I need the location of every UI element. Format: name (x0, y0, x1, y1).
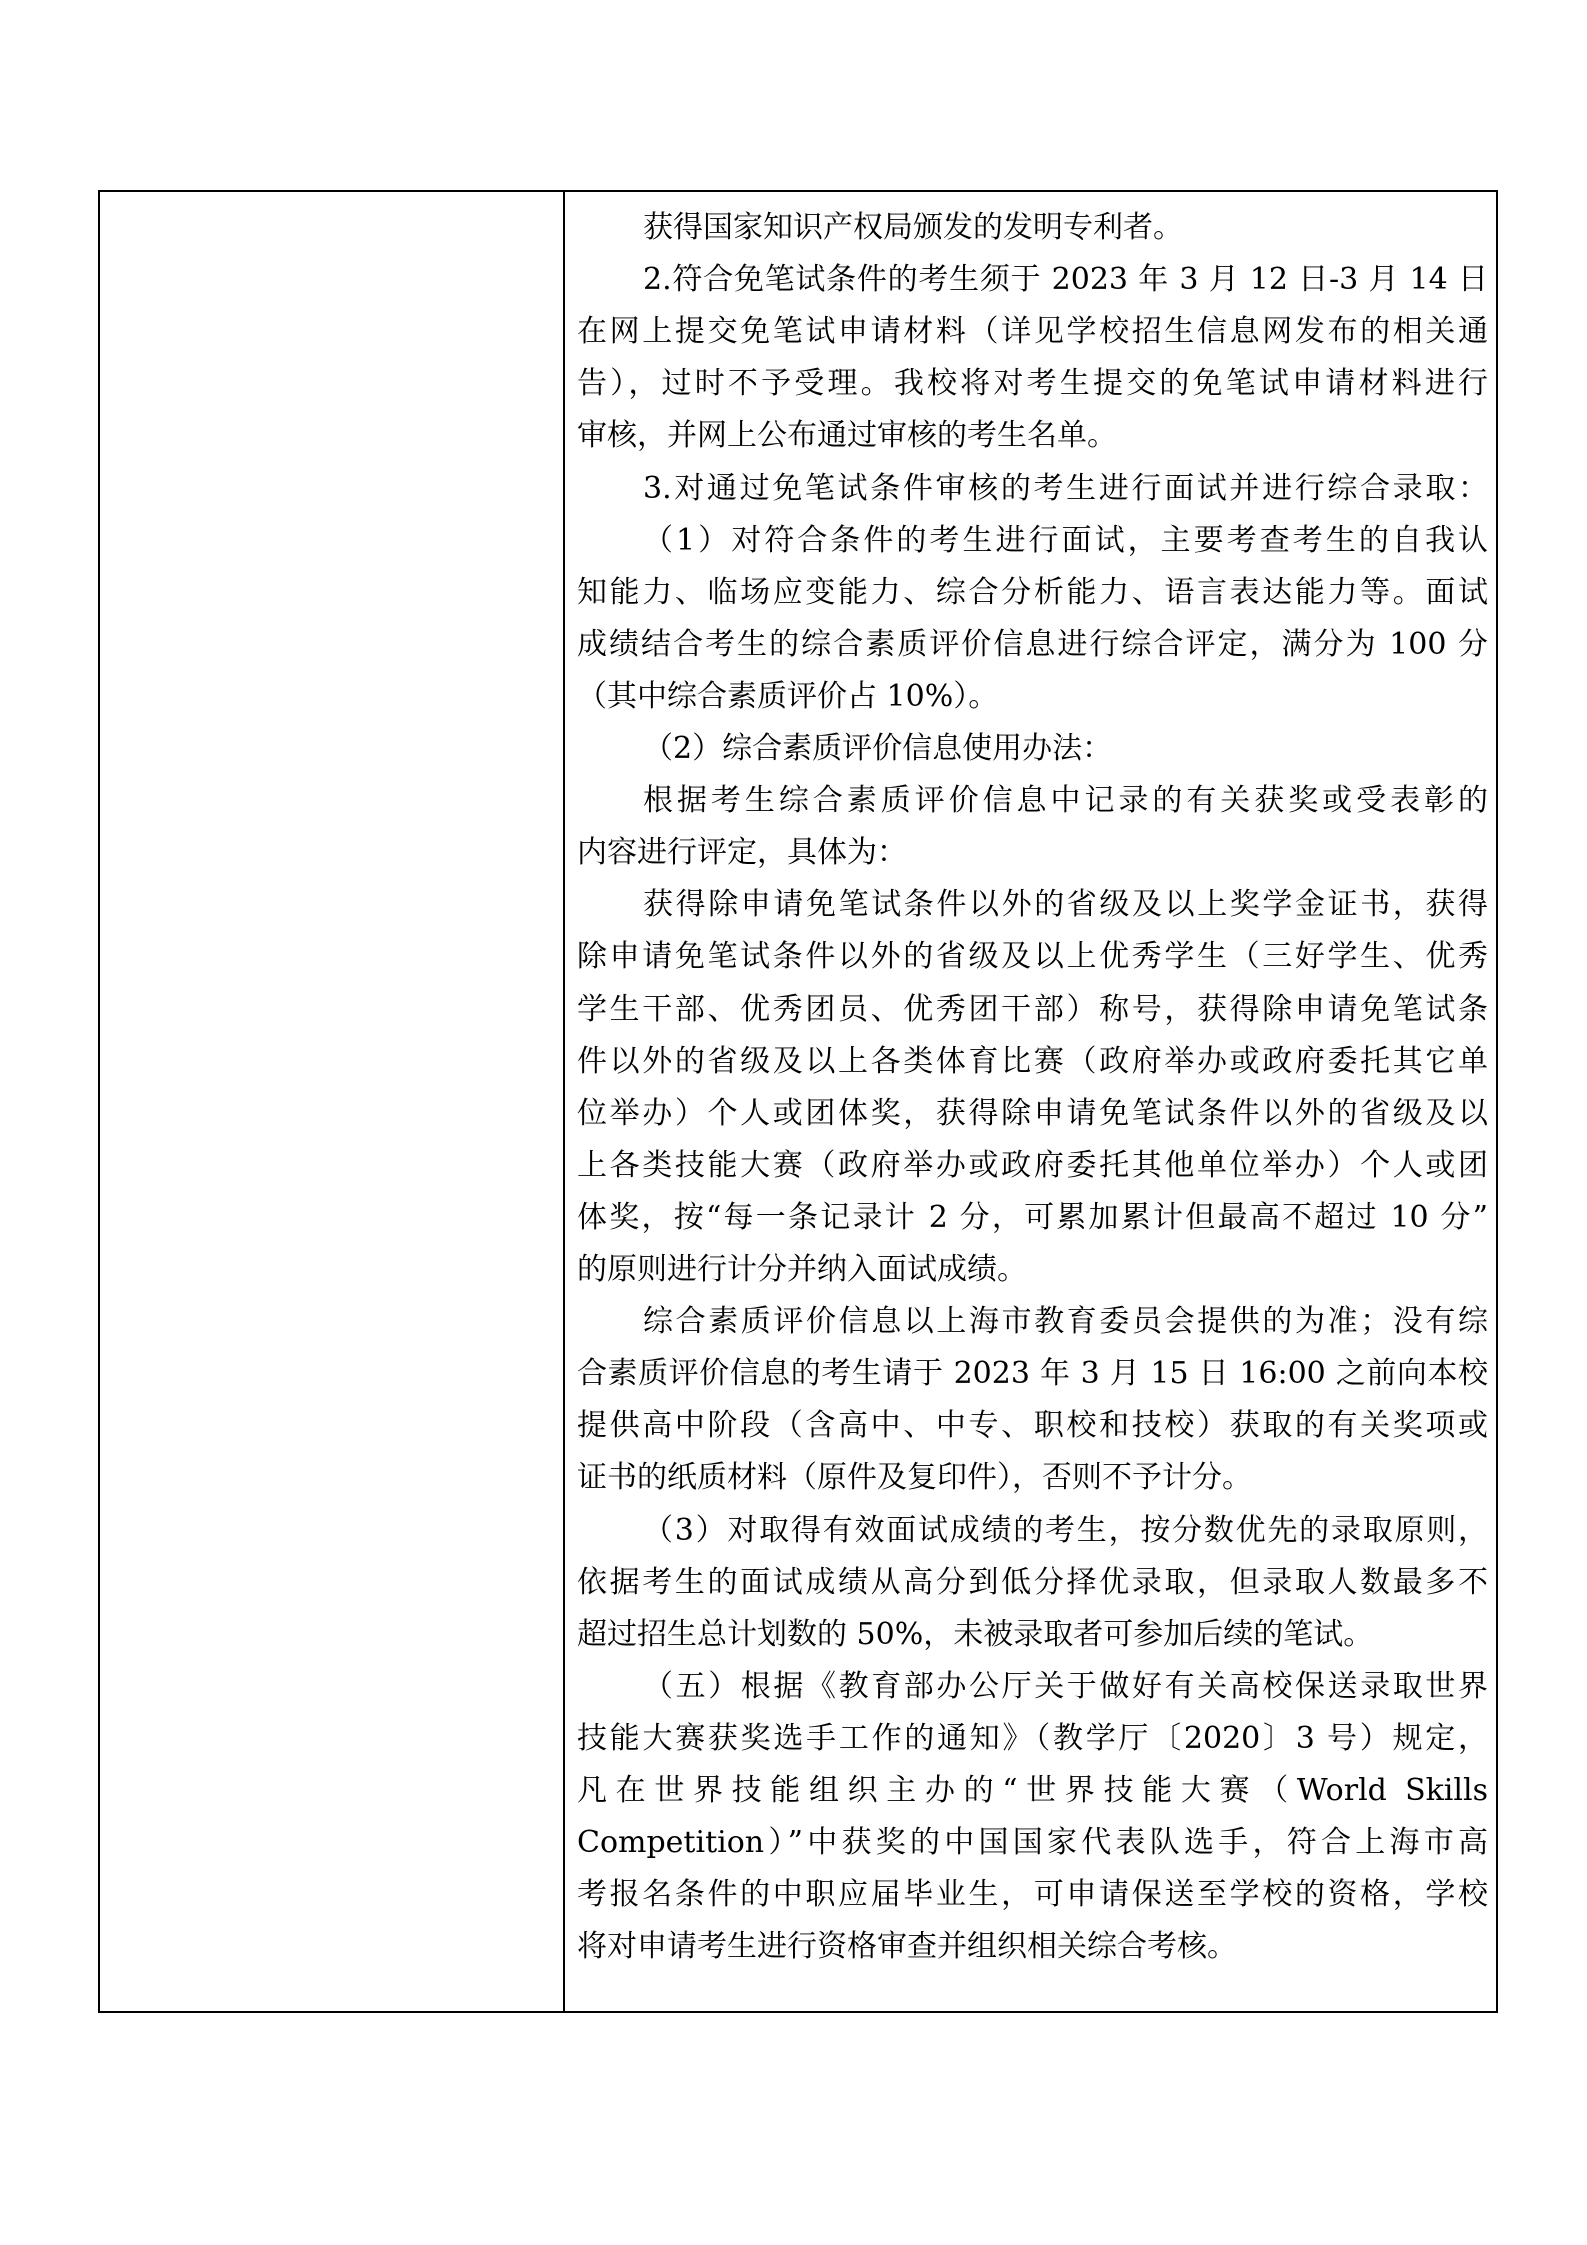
text-line: 体奖，按“每一条记录计 2 分，可累加累计但最高不超过 10 分” (577, 1199, 1488, 1235)
right-cell (565, 192, 1496, 2011)
text-line: 2.符合免笔试条件的考生须于 2023 年 3 月 12 日-3 月 14 日 (643, 262, 1488, 298)
text-line: 成绩结合考生的综合素质评价信息进行综合评定，满分为 100 分 (577, 626, 1488, 662)
text-line: 提供高中阶段（含高中、中专、职校和技校）获取的有关奖项或 (577, 1408, 1488, 1444)
text-line: 综合素质评价信息以上海市教育委员会提供的为准；没有综 (643, 1304, 1488, 1340)
text-line: 件以外的省级及以上各类体育比赛（政府举办或政府委托其它单 (577, 1043, 1488, 1079)
text-line: （1）对符合条件的考生进行面试，主要考查考生的自我认 (643, 522, 1488, 558)
text-line: 3.对通过免笔试条件审核的考生进行面试并进行综合录取： (643, 470, 1488, 506)
text-line: 获得国家知识产权局颁发的发明专利者。 (643, 210, 1183, 245)
text-line: 知能力、临场应变能力、综合分析能力、语言表达能力等。面试 (577, 574, 1488, 610)
text-line: 技能大赛获奖选手工作的通知》（教学厅〔2020〕3 号）规定， (577, 1720, 1488, 1756)
text-line: 将对申请考生进行资格审查并组织相关综合考核。 (577, 1929, 1237, 1965)
text-line: 告），过时不予受理。我校将对考生提交的免笔试申请材料进行 (577, 366, 1488, 402)
text-line: 考报名条件的中职应届毕业生，可申请保送至学校的资格，学校 (577, 1877, 1488, 1913)
text-line: 在网上提交免笔试申请材料（详见学校招生信息网发布的相关通 (577, 314, 1488, 350)
text-line: （五）根据《教育部办公厅关于做好有关高校保送录取世界 (643, 1668, 1488, 1704)
text-line: 内容进行评定，具体为： (577, 835, 907, 871)
text-line: （3）对取得有效面试成绩的考生，按分数优先的录取原则， (643, 1512, 1488, 1548)
text-line: （其中综合素质评价占 10%）。 (577, 678, 999, 714)
text-line: 的原则进行计分并纳入面试成绩。 (577, 1252, 1027, 1287)
text-line: 根据考生综合素质评价信息中记录的有关获奖或受表彰的 (643, 783, 1488, 819)
left-cell (100, 192, 565, 2011)
text-line: 超过招生总计划数的 50%，未被录取者可参加后续的笔试。 (577, 1616, 1374, 1652)
text-line: （2）综合素质评价信息使用办法： (643, 731, 1113, 766)
text-line: 合素质评价信息的考生请于 2023 年 3 月 15 日 16:00 之前向本校 (577, 1356, 1488, 1392)
document-table (98, 190, 1498, 2013)
text-line: 审核，并网上公布通过审核的考生名单。 (577, 418, 1117, 454)
text-line: 除申请免笔试条件以外的省级及以上优秀学生（三好学生、优秀 (577, 939, 1488, 975)
text-line: 学生干部、优秀团员、优秀团干部）称号，获得除申请免笔试条 (577, 991, 1488, 1027)
text-line: 位举办）个人或团体奖，获得除申请免笔试条件以外的省级及以 (577, 1095, 1488, 1131)
text-line: 凡在世界技能组织主办的“世界技能大赛（World Skills (577, 1773, 1488, 1808)
text-line: Competition）”中获奖的中国国家代表队选手，符合上海市高 (577, 1825, 1488, 1861)
text-line: 获得除申请免笔试条件以外的省级及以上奖学金证书，获得 (643, 887, 1488, 923)
text-line: 上各类技能大赛（政府举办或政府委托其他单位举办）个人或团 (577, 1147, 1488, 1183)
text-line: 依据考生的面试成绩从高分到低分择优录取，但录取人数最多不 (577, 1564, 1488, 1600)
text-line: 证书的纸质材料（原件及复印件），否则不予计分。 (577, 1460, 1252, 1496)
